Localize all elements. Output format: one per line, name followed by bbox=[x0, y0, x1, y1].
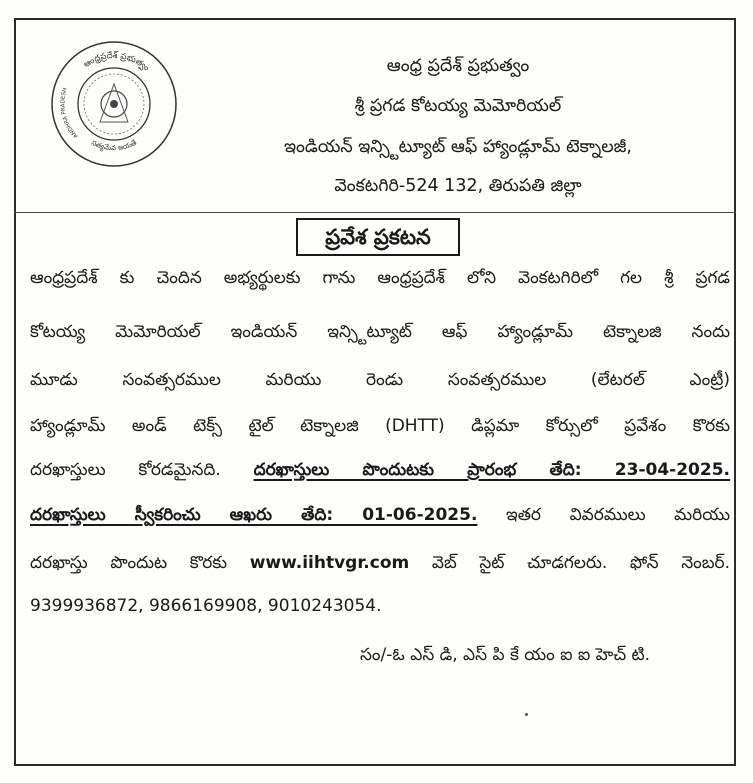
body-line-3: మూడు సంవత్సరముల మరియు రెండు సంవత్సరముల (లేటరల్ ఎంట్రీ) bbox=[30, 370, 730, 390]
header-address: వెంకటగిరి-524 132, తిరుపతి జిల్లా bbox=[334, 176, 582, 196]
website-link[interactable]: www.iihtvgr.com bbox=[249, 553, 410, 573]
header-divider bbox=[14, 212, 736, 213]
body-line-5 bbox=[30, 460, 730, 484]
body-line-5-plain: దరఖాస్తులు కోరడమైనది. bbox=[30, 460, 221, 480]
phone-numbers: 9399936872, 9866169908, 9010243054. bbox=[30, 596, 382, 616]
application-last-date: దరఖాస్తులు స్వీకరించు ఆఖరు తేది: 01-06-2025. bbox=[30, 505, 478, 525]
application-start-date: దరఖాస్తులు పొందుటకు ప్రారంభ తేది: 23-04-2025. bbox=[253, 460, 731, 480]
seal-bottom-text: సత్యమేవ జయతే bbox=[90, 138, 138, 153]
body-line-4: హ్యాండ్లూమ్ అండ్ టెక్స్ టైల్ టెక్నాలజి (DHTT) డిప్లమా కోర్సులో ప్రవేశం కొరకు bbox=[30, 416, 730, 436]
body-line-6 bbox=[30, 505, 730, 529]
header-government: ఆంధ్ర ప్రదేశ్ ప్రభుత్వం bbox=[386, 56, 530, 76]
body-line-1: ఆంధ్రప్రదేశ్ కు చెందిన అభ్యర్థులకు గాను ఆంధ్రప్రదేశ్ లోని వెంకటగిరిలో గల శ్రీ ప్రగడ bbox=[30, 268, 730, 288]
header-memorial: శ్రీ ప్రగడ కోటయ్య మెమోరియల్ bbox=[354, 96, 562, 116]
government-seal-icon bbox=[48, 38, 180, 170]
body-line-7-a: దరఖాస్తు పొందుట కొరకు bbox=[30, 553, 228, 573]
seal-left-text: ANDHRA PRADESH bbox=[60, 87, 80, 139]
body-line-2: కోటయ్య మెమోరియల్ ఇండియన్ ఇన్స్టిట్యూట్ ఆఫ్ హ్యాండ్లూమ్ టెక్నాలజి నందు bbox=[30, 322, 730, 342]
body-line-7 bbox=[30, 553, 730, 577]
body-line-7-b: వెబ్ సైట్ చూడగలరు. ఫోన్ నెంబర్. bbox=[431, 553, 730, 573]
header-institute: ఇండియన్ ఇన్స్టిట్యూట్ ఆఫ్ హ్యాండ్లూమ్ టెక్నాలజీ, bbox=[284, 137, 632, 157]
seal-top-text: ఆంధ్రప్రదేశ్ ప్రభుత్వం bbox=[81, 50, 152, 74]
svg-text:ANDHRA PRADESH bbox=[60, 87, 79, 139]
svg-text:ఆంధ్రప్రదేశ్ ప్రభుత్వం bbox=[82, 50, 152, 74]
ink-speck bbox=[525, 713, 528, 716]
body-line-6-plain: ఇతర వివరములు మరియు bbox=[505, 505, 730, 525]
signature: సం/-ఓ ఎస్ డి, ఎస్ పి కే యం ఐ ఐ హెచ్ టి. bbox=[360, 645, 651, 665]
notice-title: ప్రవేశ ప్రకటన bbox=[296, 218, 460, 256]
